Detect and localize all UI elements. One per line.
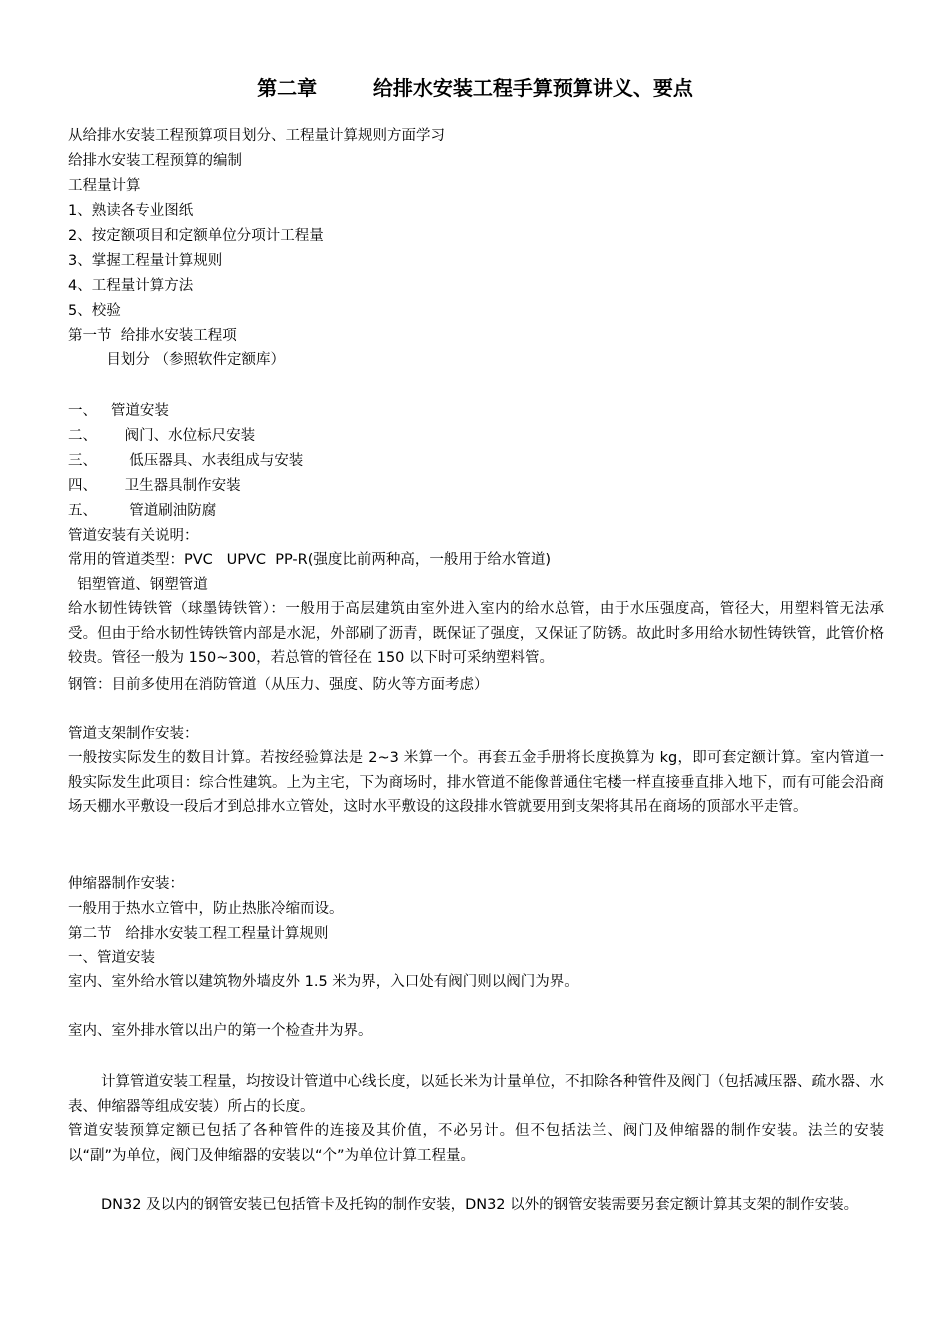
intro-line: 给排水安装工程预算的编制 [68,153,242,169]
step-item: 3、掌握工程量计算规则 [68,253,223,269]
intro-line: 工程量计算 [68,178,141,194]
support-heading: 管道支架制作安装： [68,726,199,742]
rule-paragraph: 计算管道安装工程量，均按设计管道中心线长度，以延长米为计量单位，不扣除各种管件及阀门（包括减压器、疏水器、水表、伸缩器等组成安装）所占的长度。 [68,1074,884,1115]
section-heading: 第一节 给排水安装工程项 [68,328,237,344]
category-item: 二、 阀门、水位标尺安装 [68,428,256,444]
rule-paragraph: 管道安装预算定额已包括了各种管件的连接及其价值，不必另计。但不包括法兰、阀门及伸缩器的制作安装。法兰的安装以“副”为单位，阀门及伸缩器的安装以“个”为单位计算工程量。 [68,1123,884,1164]
support-paragraph: 一般按实际发生的数目计算。若按经验算法是 2~3 米算一个。再套五金手册将长度换算为 kg，即可套定额计算。室内管道一般实际发生此项目：综合性建筑。上为主宅，下为商场时，排水管道不能像普通住宅楼一样直接垂直排入地下，而有可能会沿商场天棚水平敷设一段后才到总排水立管处，这时水平敷设的这段排水管就要用到支架将其吊在商场的顶部水平走管。 [68,750,884,815]
ductile-iron-paragraph: 给水韧性铸铁管（球墨铸铁管）：一般用于高层建筑由室外进入室内的给水总管，由于水压强度高，管径大，用塑料管无法承受。但由于给水韧性铸铁管内部是水泥，外部刷了沥青，既保证了强度，又保证了防锈。故此时多用给水韧性铸铁管，此管价格较贵。管径一般为 150~300，若总管的管径在 150 以下时可采纳塑料管。 [68,601,884,666]
steel-pipe-note: 钢管：目前多使用在消防管道（从压力、强度、防火等方面考虑） [68,677,489,693]
category-item: 三、 低压器具、水表组成与安装 [68,453,304,469]
rule-paragraph: DN32 及以内的钢管安装已包括管卡及托钩的制作安装，DN32 以外的钢管安装需要另套定额计算其支架的制作安装。 [101,1197,859,1213]
category-item: 五、 管道刷油防腐 [68,503,217,519]
section-heading-continued: 目划分 （参照软件定额库） [88,352,286,368]
intro-line: 从给排水安装工程预算项目划分、工程量计算规则方面学习 [68,128,445,144]
notes-heading: 管道安装有关说明： [68,528,199,544]
step-item: 5、校验 [68,303,121,319]
pipe-types: 常用的管道类型：PVC UPVC PP-R(强度比前两种高，一般用于给水管道) [68,552,552,568]
rule-text: 室内、室外给水管以建筑物外墙皮外 1.5 米为界，入口处有阀门则以阀门为界。 [68,974,579,990]
step-item: 4、工程量计算方法 [68,278,194,294]
step-item: 2、按定额项目和定额单位分项计工程量 [68,228,324,244]
chapter-title: 第二章 给排水安装工程手算预算讲义、要点 [257,76,693,100]
rule-text: 室内、室外排水管以出户的第一个检查井为界。 [68,1023,373,1039]
expansion-body: 一般用于热水立管中，防止热胀冷缩而设。 [68,901,344,917]
category-item: 一、 管道安装 [68,403,169,419]
category-item: 四、 卫生器具制作安装 [68,478,241,494]
expansion-heading: 伸缩器制作安装： [68,876,184,892]
step-item: 1、熟读各专业图纸 [68,203,194,219]
subsection-heading: 一、管道安装 [68,950,155,966]
pipe-types-continued: 铝塑管道、钢塑管道 [68,577,208,593]
section-heading: 第二节 给排水安装工程工程量计算规则 [68,926,329,942]
